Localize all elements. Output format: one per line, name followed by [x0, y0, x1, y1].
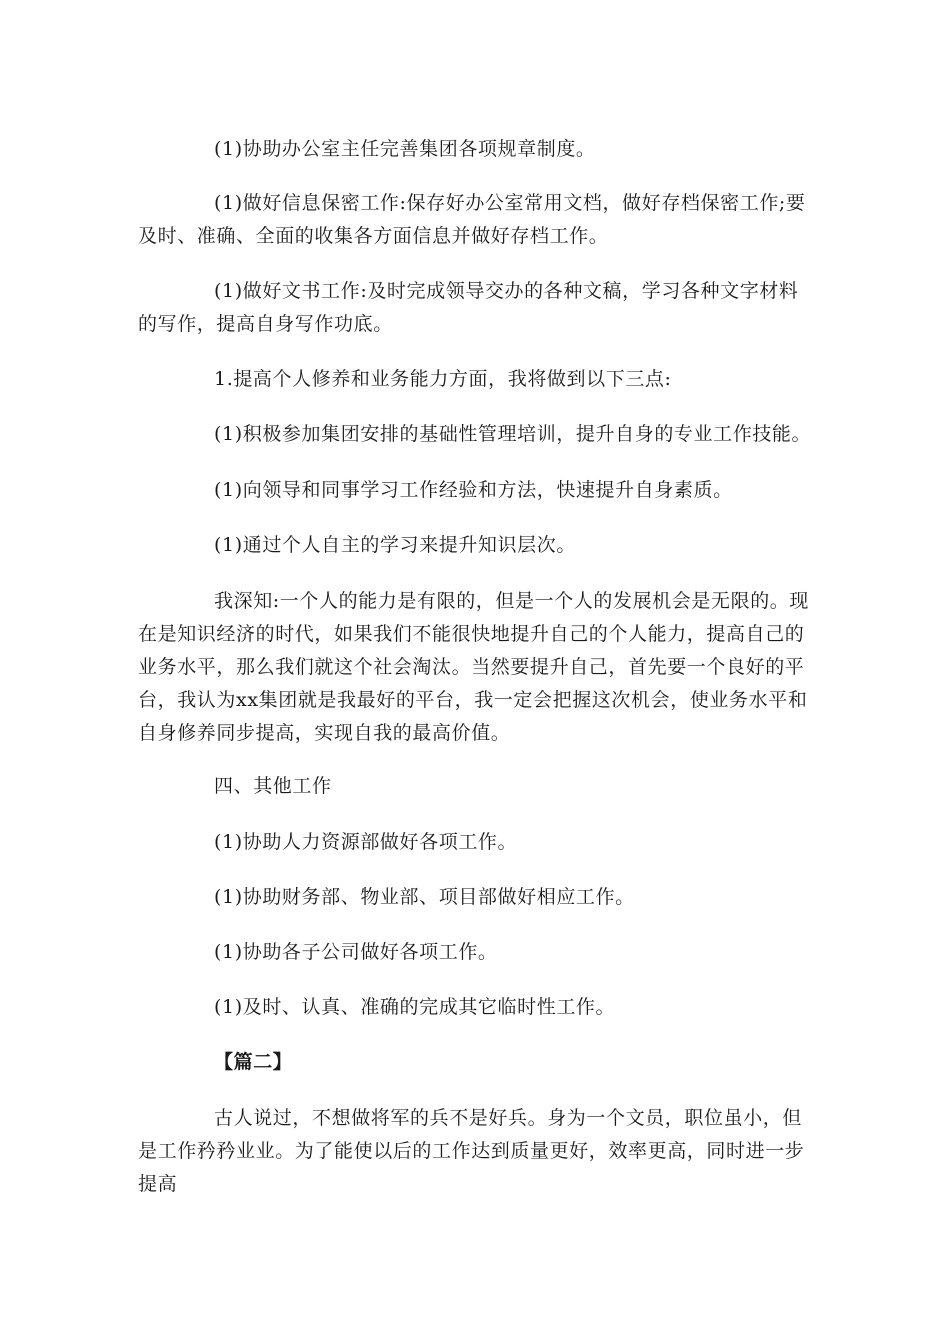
paragraph-9: (1)协助人力资源部做好各项工作。 [214, 831, 518, 853]
paragraph-13: 古人说过，不想做将军的兵不是好兵。身为一个文员，职位虽小，但是工作矜矜业业。为了能使以后的工作达到质量更好，效率更高，同时进一步提高 [138, 1107, 805, 1195]
paragraph-8: 我深知:一个人的能力是有限的，但是一个人的发展机会是无限的。现在是知识经济的时代，如果我们不能很快地提升自己的个人能力，提高自己的业务水平，那么我们就这个社会淘汰。当然要提升自己，首先要一个良好的平台，我认为xx集团就是我最好的平台，我一定会把握这次机会，使业务水平和自身修养同步提高，实现自我的最高价值。 [138, 590, 810, 744]
section-heading-other-work: 四、其他工作 [214, 775, 332, 797]
section-heading-part-two: 【篇二】 [214, 1051, 293, 1073]
paragraph-10: (1)协助财务部、物业部、项目部做好相应工作。 [214, 886, 635, 908]
paragraph-12: (1)及时、认真、准确的完成其它临时性工作。 [214, 996, 616, 1018]
paragraph-5: (1)积极参加集团安排的基础性管理培训，提升自身的专业工作技能。 [214, 423, 812, 445]
paragraph-7: (1)通过个人自主的学习来提升知识层次。 [214, 534, 576, 556]
paragraph-2: (1)做好信息保密工作:保存好办公室常用文档，做好存档保密工作;要及时、准确、全面的收集各方面信息并做好存档工作。 [138, 192, 806, 247]
paragraph-6: (1)向领导和同事学习工作经验和方法，快速提升自身素质。 [214, 479, 733, 501]
paragraph-4: 1.提高个人修养和业务能力方面，我将做到以下三点: [214, 368, 672, 390]
paragraph-1: (1)协助办公室主任完善集团各项规章制度。 [214, 138, 596, 160]
paragraph-11: (1)协助各子公司做好各项工作。 [214, 941, 498, 963]
paragraph-3: (1)做好文书工作:及时完成领导交办的各种文稿，学习各种文字材料的写作，提高自身写作功底。 [138, 280, 799, 335]
